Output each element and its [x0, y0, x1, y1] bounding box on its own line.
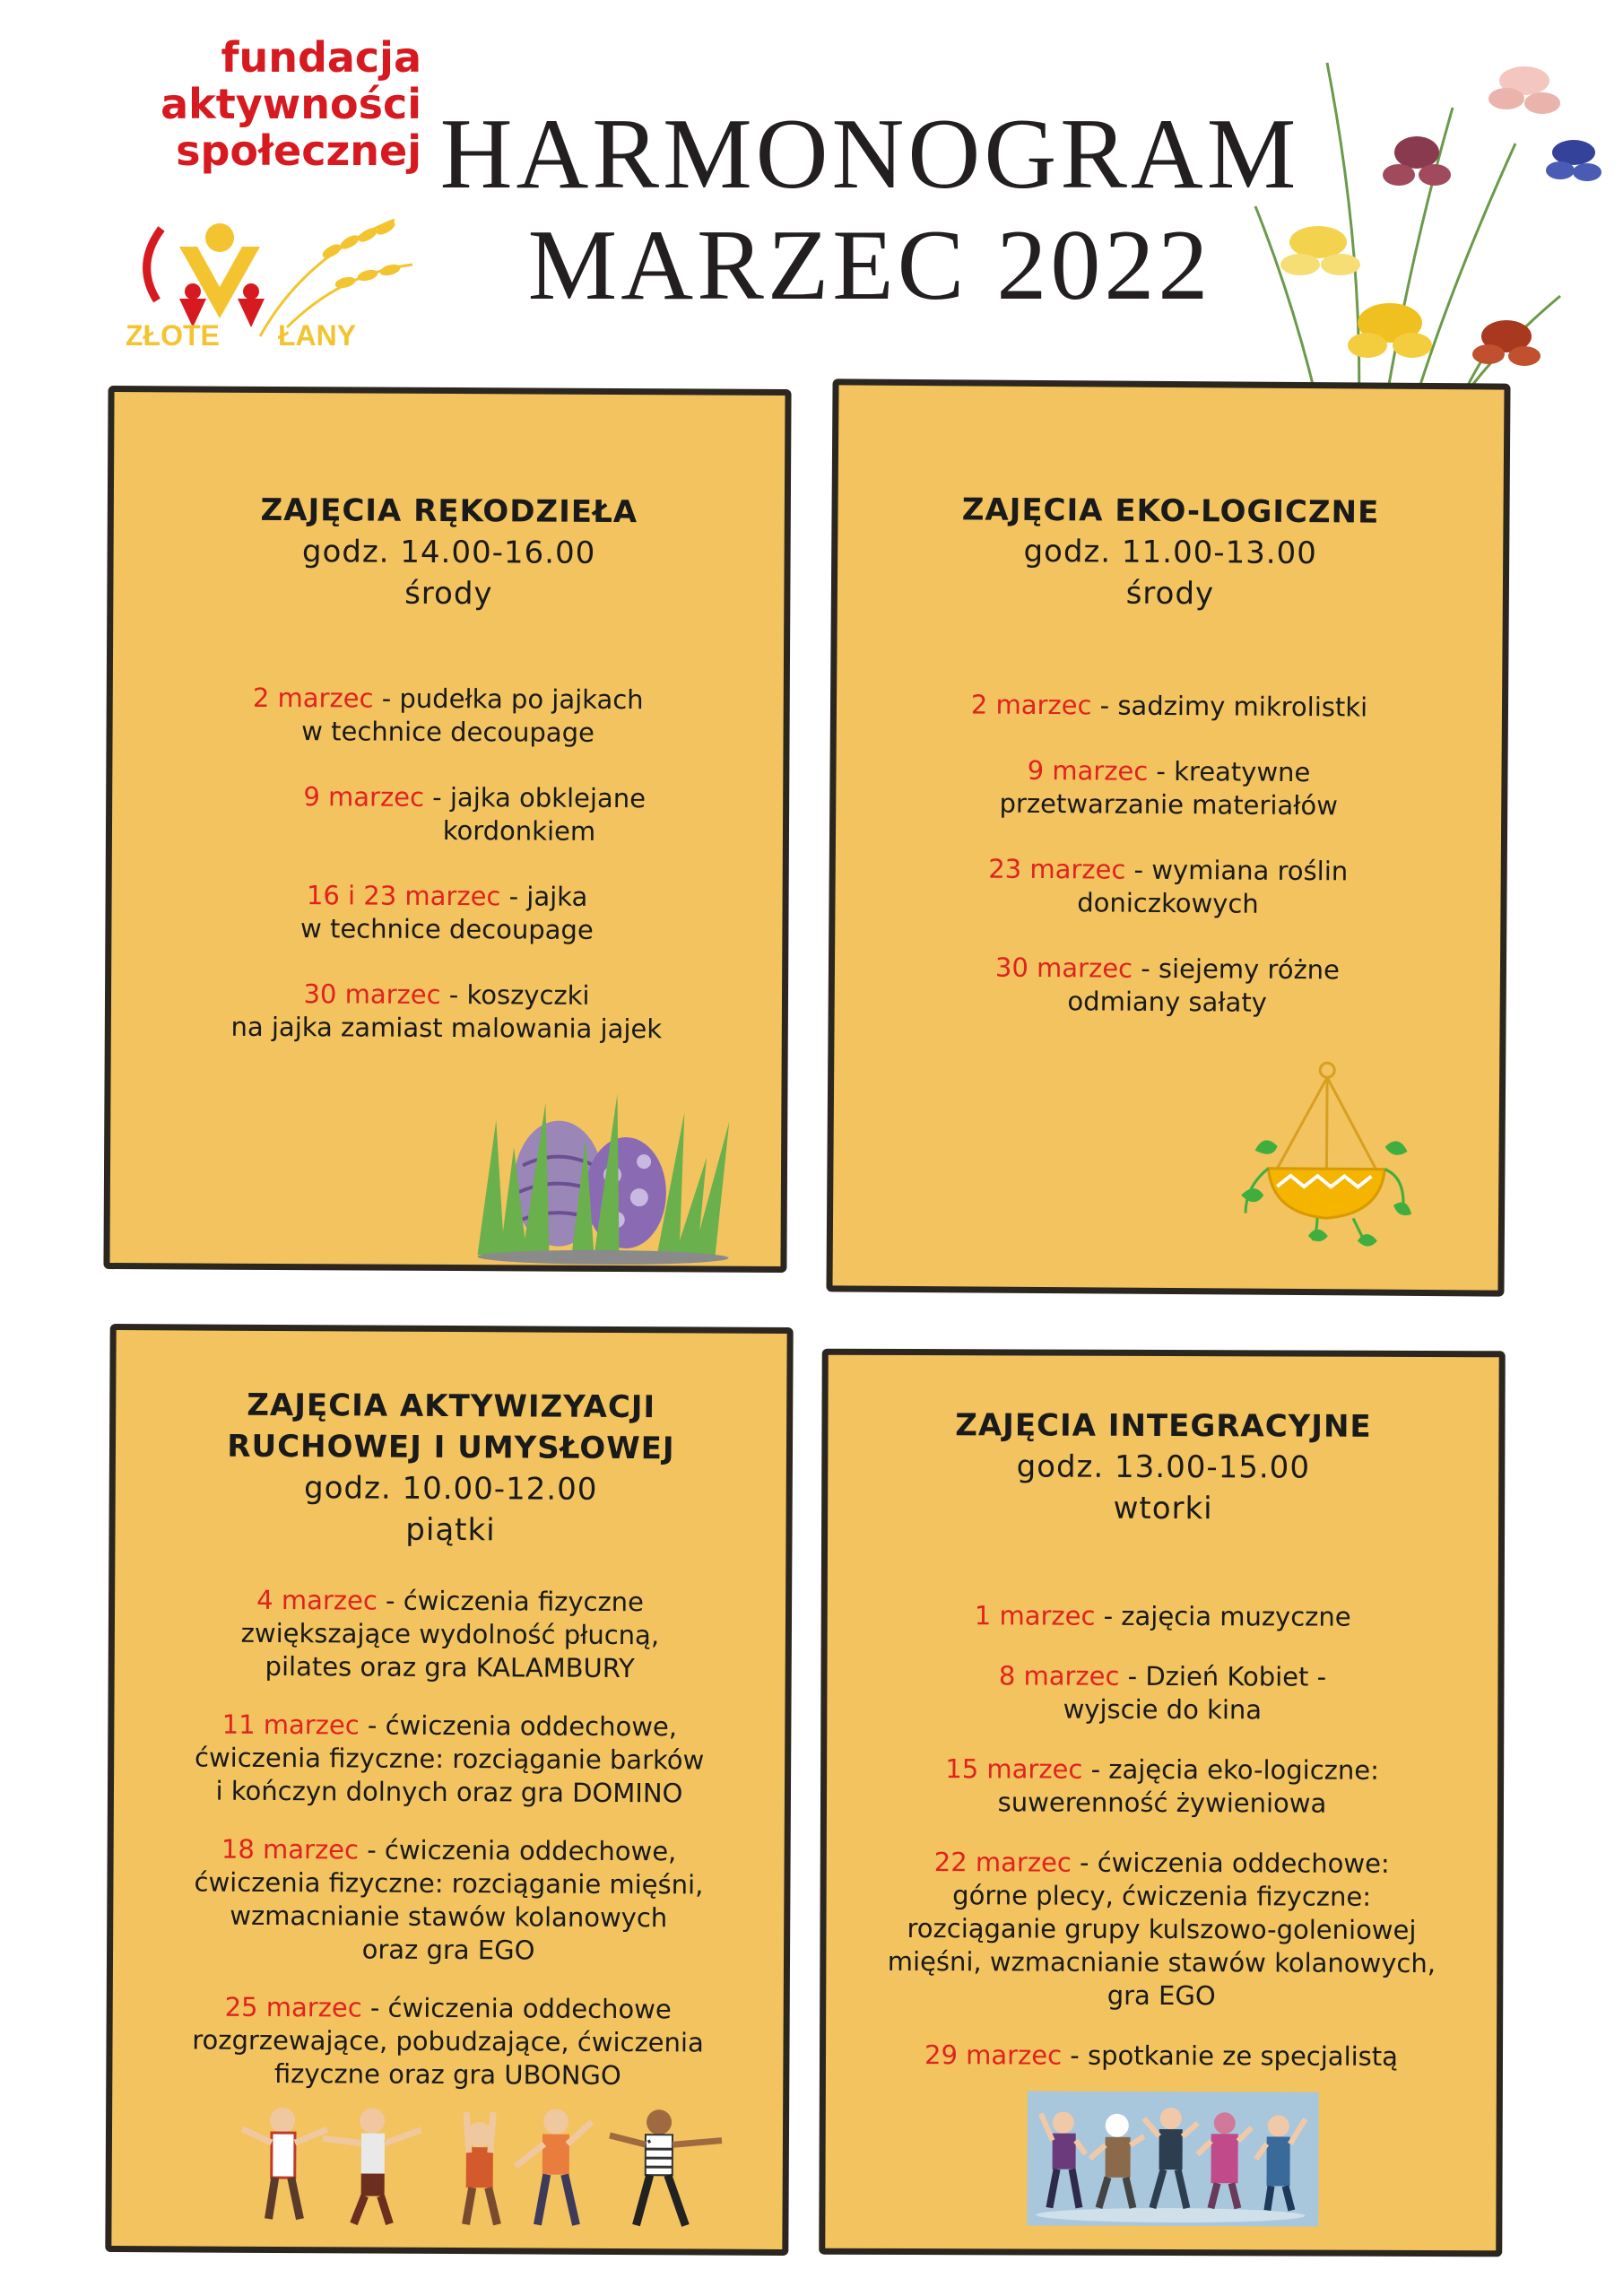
iris-purple-icon [1383, 136, 1451, 186]
entry-date: 9 marzec [303, 781, 425, 813]
entry-date: 2 marzec [252, 682, 374, 714]
entry-text: przetwarzanie materiałów [999, 787, 1339, 822]
card-heading: ZAJĘCIA EKO-LOGICZNE [961, 491, 1380, 531]
activity-card-handicraft [103, 386, 791, 1273]
entry-text: ćwiczenia fizyczne: rozciąganie barków [194, 1742, 705, 1776]
page-title-line: MARZEC 2022 [527, 210, 1212, 321]
schedule-entry [836, 752, 1501, 823]
zlote-lany-logo [126, 202, 421, 354]
entry-date: 29 marzec [924, 2039, 1063, 2071]
entry-text: suwerenność żywieniowa [997, 1787, 1327, 1819]
entry-text: - zajęcia eko-logiczne: [1082, 1753, 1379, 1786]
entry-text: wyjscie do kina [1063, 1693, 1263, 1726]
card-header [828, 1405, 1498, 1531]
entry-text: wzmacnianie stawów kolanowych [230, 1900, 668, 1934]
logo-text-right: ŁANY [278, 319, 357, 352]
entry-date: 22 marzec [933, 1847, 1072, 1878]
easter-eggs-in-grass-icon [459, 1084, 738, 1265]
entry-text: pilates oraz gra KALAMBURY [265, 1650, 635, 1684]
schedule-entry [112, 1990, 784, 2093]
schedule-entry [835, 950, 1500, 1021]
card-day: wtorki [1113, 1490, 1213, 1527]
seniors-dancing-icon [1027, 2091, 1319, 2226]
card-heading: ZAJĘCIA INTEGRACYJNE [955, 1407, 1372, 1445]
hanging-plant-pot-icon [1228, 1060, 1427, 1268]
schedule-entry [114, 1708, 785, 1811]
card-hours: godz. 14.00-16.00 [301, 534, 596, 571]
entry-date: 25 marzec [224, 1991, 362, 2023]
schedule-entry [113, 1832, 785, 1969]
card-day: środy [1125, 575, 1215, 613]
schedule-list [834, 687, 1502, 1053]
schedule-entry [112, 681, 783, 751]
organization-name-line: fundacja [221, 33, 421, 82]
entry-text: - spotkanie ze specjalistą [1062, 2039, 1399, 2072]
entry-date: 11 marzec [221, 1709, 360, 1741]
organization-name [117, 34, 421, 174]
red-arc-icon [147, 229, 161, 300]
entry-text: - ćwiczenia oddechowe: [1071, 1847, 1390, 1879]
entry-text: - jajka obklejane [423, 781, 647, 814]
entry-date: 15 marzec [945, 1753, 1083, 1785]
entry-date: 8 marzec [998, 1660, 1120, 1692]
entry-text: - jajka [500, 881, 588, 912]
card-header [838, 488, 1504, 616]
entry-text: - ćwiczenia oddechowe, [358, 1834, 677, 1867]
entry-text: - kreatywne [1148, 755, 1311, 788]
page-title-line: HARMONOGRAM [439, 99, 1300, 210]
entry-text: - pudełka po jajkach [373, 683, 644, 716]
iris-pink-icon [1488, 66, 1560, 114]
card-hours: godz. 10.00-12.00 [303, 1470, 598, 1508]
entry-text: oraz gra EGO [361, 1934, 535, 1966]
entry-text: w technice decoupage [301, 716, 595, 748]
entry-date: 23 marzec [988, 853, 1126, 885]
entry-text: fizyczne oraz gra UBONGO [273, 2057, 621, 2092]
card-header [113, 489, 785, 616]
card-day: piątki [405, 1511, 496, 1549]
entry-text: - koszyczki [440, 978, 590, 1011]
schedule-entry [826, 1846, 1497, 2014]
entry-text: ćwiczenia fizyczne: rozciąganie mięśni, [194, 1866, 704, 1900]
entry-date: 4 marzec [256, 1584, 378, 1616]
organization-name-line: aktywności [161, 80, 421, 128]
entry-text: rozciąganie grupy kulszowo-goleniowej [907, 1913, 1417, 1945]
card-hours: godz. 13.00-15.00 [1016, 1448, 1311, 1486]
schedule-list [826, 1599, 1498, 2101]
entry-text: - ćwiczenia fizyczne [377, 1585, 645, 1618]
entry-text: zwiększające wydolność płucną, [240, 1617, 660, 1651]
entry-text: mięśni, wzmacnianie stawów kolanowych, [887, 1945, 1436, 1979]
schedule-entry [112, 779, 783, 849]
seniors-exercising-icon [237, 2093, 740, 2239]
card-header [115, 1384, 786, 1552]
organization-name-line: społecznej [176, 126, 421, 175]
entry-text: - ćwiczenia oddechowe, [359, 1709, 678, 1743]
people-figures-icon [179, 223, 265, 327]
schedule-entry [111, 977, 782, 1047]
entry-text: w technice decoupage [299, 913, 594, 945]
card-heading: ZAJĘCIA RĘKODZIEŁA [260, 491, 638, 531]
activity-card-integration [819, 1349, 1506, 2257]
entry-date: 2 marzec [970, 689, 1092, 721]
entry-text: rozgrzewające, pobudzające, ćwiczenia [192, 2024, 704, 2058]
entry-text: i kończyn dolnych oraz gra DOMINO [215, 1775, 683, 1809]
entry-date: 1 marzec [974, 1600, 1096, 1631]
card-hours: godz. 11.00-13.00 [1023, 533, 1318, 572]
schedule-entry [115, 1583, 786, 1686]
logo-text-left: ZŁOTE [126, 319, 220, 352]
schedule-entry [827, 1659, 1497, 1728]
entry-text: - Dzień Kobiet - [1119, 1660, 1327, 1692]
schedule-entry [828, 1599, 1498, 1635]
schedule-entry [827, 1752, 1497, 1822]
entry-date: 9 marzec [1027, 754, 1149, 787]
entry-text: doniczkowych [1077, 887, 1259, 919]
entry-text: gra EGO [1107, 1979, 1216, 2012]
entry-text: - wymiana roślin [1125, 854, 1349, 887]
entry-text: kordonkiem [442, 814, 596, 847]
entry-text: górne plecy, ćwiczenia fizyczne: [952, 1880, 1372, 1912]
entry-date: 18 marzec [221, 1833, 360, 1866]
schedule-entry [111, 878, 782, 948]
schedule-list [112, 1583, 785, 2118]
activity-card-eco [826, 378, 1510, 1296]
entry-text: odmiany sałaty [1067, 986, 1268, 1018]
page-title [421, 99, 1318, 321]
entry-date: 30 marzec [303, 978, 441, 1010]
entry-text: na jajka zamiast malowania jajek [230, 1011, 663, 1045]
schedule-entry [835, 851, 1500, 922]
schedule-entry [826, 2039, 1497, 2074]
entry-text: - sadzimy mikrolistki [1091, 690, 1368, 723]
card-heading-line2: RUCHOWEJ I UMYSŁOWEJ [227, 1428, 675, 1467]
entry-text: - zajęcia muzyczne [1095, 1600, 1351, 1632]
entry-date: 16 i 23 marzec [306, 880, 501, 912]
card-day: środy [404, 575, 493, 613]
schedule-list [111, 681, 784, 1079]
iris-blue-icon [1546, 140, 1601, 181]
entry-date: 30 marzec [994, 952, 1133, 984]
schedule-entry [837, 687, 1502, 725]
entry-text: - siejemy różne [1132, 952, 1341, 986]
entry-text: - ćwiczenia oddechowe [361, 1992, 672, 2025]
card-heading: ZAJĘCIA AKTYWIZYACJI [247, 1387, 656, 1426]
activity-card-movement [105, 1324, 793, 2256]
